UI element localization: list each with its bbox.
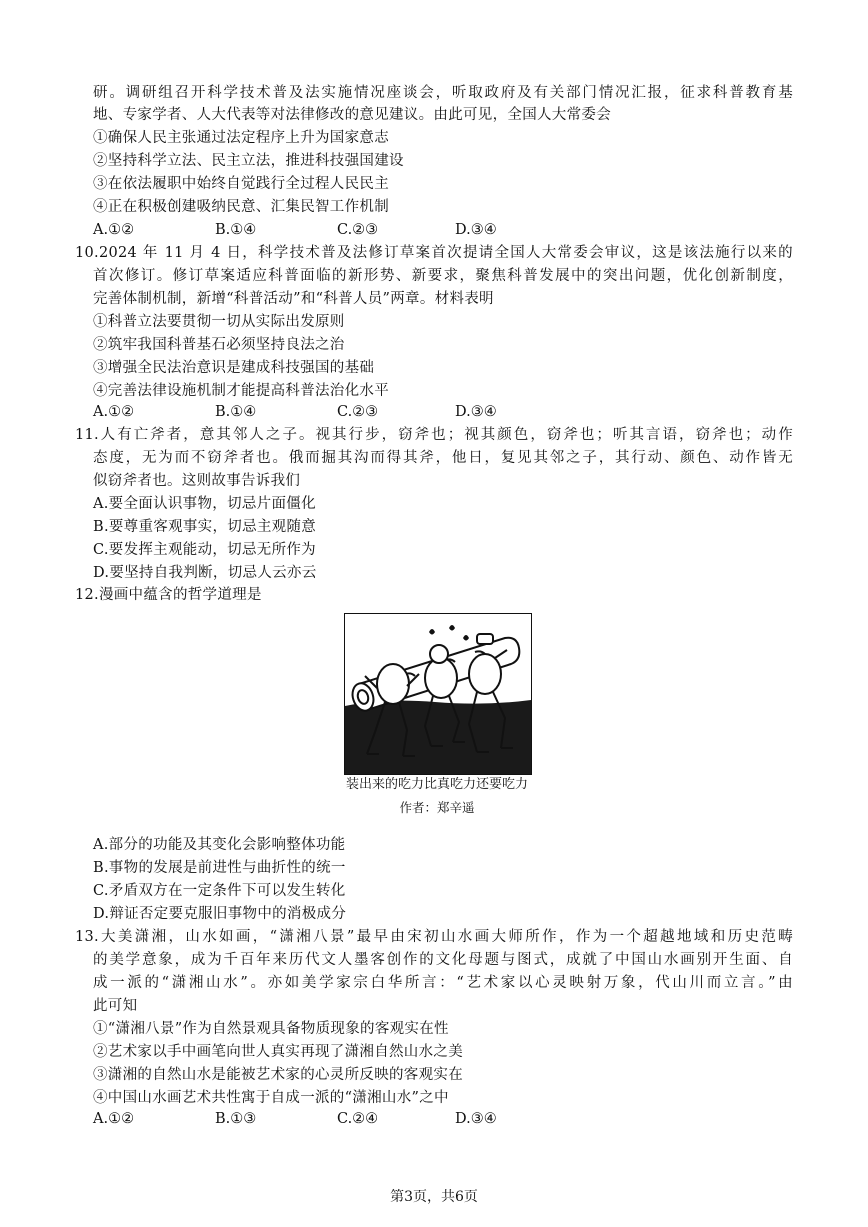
q10-statement-2: ②筑牢我国科普基石必须坚持良法之治: [93, 337, 345, 353]
q10-option-d[interactable]: D.③④: [455, 404, 497, 420]
cartoon-image: [344, 613, 532, 775]
q13-option-c[interactable]: C.②④: [337, 1111, 379, 1127]
q9-statement-2: ②坚持科学立法、民主立法，推进科技强国建设: [93, 153, 404, 169]
q10-option-b[interactable]: B.①④: [215, 404, 257, 420]
q11-line2: 态度，无为而不窃斧者也。俄而掘其沟而得其斧，他日，复见其邻之子，其行动、颜色、动作皆无: [93, 450, 793, 466]
q11-line1: 11.人有亡斧者，意其邻人之子。视其行步，窃斧也；视其颜色，窃斧也；听其言语，窃斧也；动作: [75, 427, 793, 443]
page-number: 第3页，共6页: [390, 1189, 478, 1205]
q10-option-a[interactable]: A.①②: [93, 404, 135, 420]
cartoon-drawing: [345, 614, 531, 774]
q10-line2: 首次修订。修订草案适应科普面临的新形势、新要求，聚焦科普发展中的突出问题，优化创新制度，: [93, 268, 793, 284]
q10-option-c[interactable]: C.②③: [337, 404, 379, 420]
q12-option-d[interactable]: D.辩证否定要克服旧事物中的消极成分: [93, 906, 347, 922]
q11-option-d[interactable]: D.要坚持自我判断，切忌人云亦云: [93, 565, 317, 581]
q9-line2: 地、专家学者、人大代表等对法律修改的意见建议。由此可见，全国人大常委会: [93, 107, 611, 123]
q11-line3: 似窃斧者也。这则故事告诉我们: [93, 473, 301, 489]
q9-option-d[interactable]: D.③④: [455, 222, 497, 238]
q9-option-c[interactable]: C.②③: [337, 222, 379, 238]
q10-statement-3: ③增强全民法治意识是建成科技强国的基础: [93, 360, 375, 376]
q10-statement-1: ①科普立法要贯彻一切从实际出发原则: [93, 314, 345, 330]
cartoon-caption: 装出来的吃力比真吃力还要吃力: [345, 777, 528, 792]
q13-option-a[interactable]: A.①②: [93, 1111, 135, 1127]
q13-statement-1: ①“潇湘八景”作为自然景观具备物质现象的客观实在性: [93, 1021, 449, 1037]
q13-statement-3: ③潇湘的自然山水是能被艺术家的心灵所反映的客观实在: [93, 1067, 463, 1083]
q10-statement-4: ④完善法律设施机制才能提高科普法治化水平: [93, 383, 389, 399]
cartoon-author: 作者：郑辛遥: [399, 800, 475, 815]
q13-line4: 此可知: [93, 998, 138, 1014]
q10-line1: 10.2024 年 11 月 4 日，科学技术普及法修订草案首次提请全国人大常委会审议，这是该法施行以来的: [75, 245, 793, 261]
q9-statement-1: ①确保人民主张通过法定程序上升为国家意志: [93, 130, 389, 146]
q12-option-a[interactable]: A.部分的功能及其变化会影响整体功能: [93, 837, 346, 853]
q12-option-b[interactable]: B.事物的发展是前进性与曲折性的统一: [93, 860, 346, 876]
q10-options: [93, 403, 497, 421]
q9-statement-3: ③在依法履职中始终自觉践行全过程人民民主: [93, 176, 389, 192]
q13-line3: 成一派的“潇湘山水”。亦如美学家宗白华所言：“艺术家以心灵映射万象，代山川而立言。”由: [93, 975, 793, 991]
q13-options: [93, 1110, 497, 1128]
q13-option-b[interactable]: B.①③: [215, 1111, 257, 1127]
q9-line1: 研。调研组召开科学技术普及法实施情况座谈会，听取政府及有关部门情况汇报，征求科普教育基: [93, 85, 793, 101]
q11-option-b[interactable]: B.要尊重客观事实，切忌主观随意: [93, 519, 317, 535]
q12-option-c[interactable]: C.矛盾双方在一定条件下可以发生转化: [93, 883, 346, 899]
q11-option-c[interactable]: C.要发挥主观能动，切忌无所作为: [93, 542, 316, 558]
q10-line3: 完善体制机制，新增“科普活动”和“科普人员”两章。材料表明: [93, 291, 494, 307]
q13-option-d[interactable]: D.③④: [455, 1111, 497, 1127]
q11-option-a[interactable]: A.要全面认识事物，切忌片面僵化: [93, 496, 316, 512]
q13-statement-2: ②艺术家以手中画笔向世人真实再现了潇湘自然山水之美: [93, 1044, 463, 1060]
q12-stem: 12.漫画中蕴含的哲学道理是: [75, 587, 262, 603]
q9-option-a[interactable]: A.①②: [93, 222, 135, 238]
q13-line2: 的美学意象，成为千百年来历代文人墨客创作的文化母题与图式，成就了中国山水画别开生面、自: [93, 952, 793, 968]
q13-statement-4: ④中国山水画艺术共性寓于自成一派的“潇湘山水”之中: [93, 1090, 449, 1106]
q9-statement-4: ④正在积极创建吸纳民意、汇集民智工作机制: [93, 199, 389, 215]
q13-line1: 13.大美潇湘，山水如画，“潇湘八景”最早由宋初山水画大师所作，作为一个超越地域和历史范畴: [75, 929, 793, 945]
q9-option-b[interactable]: B.①④: [215, 222, 257, 238]
q9-options: [93, 221, 497, 239]
